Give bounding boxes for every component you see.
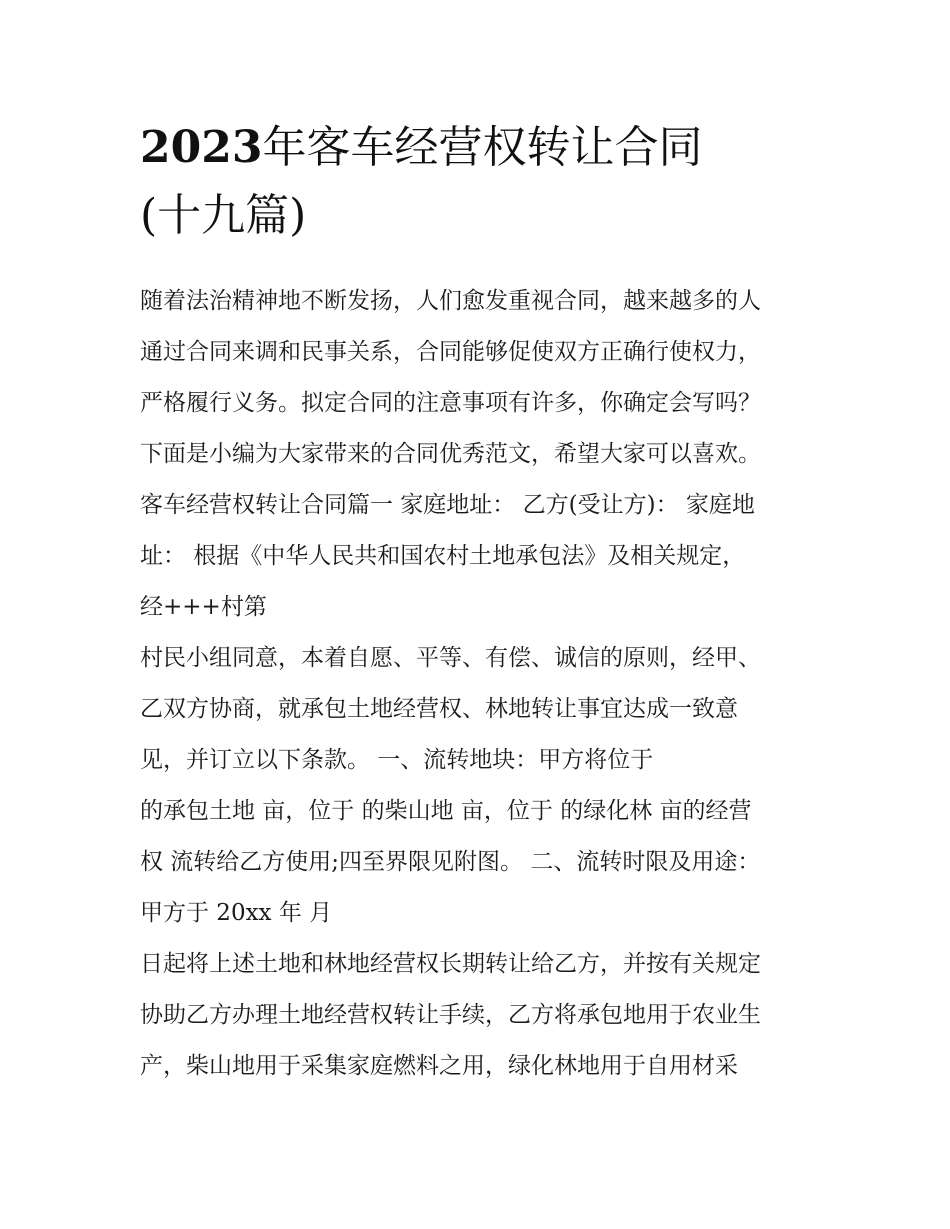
- body-line: 随着法治精神地不断发扬，人们愈发重视合同，越来越多的人: [140, 288, 761, 314]
- body-line: 村民小组同意，本着自愿、平等、有偿、诚信的原则，经甲、: [140, 645, 761, 671]
- title-line-2: (十九篇): [140, 190, 307, 241]
- body-line: 甲方于 20xx 年 月: [140, 900, 333, 926]
- body-line: 址： 根据《中华人民共和国农村土地承包法》及相关规定，: [140, 543, 746, 569]
- body-line: 经+++村第: [140, 594, 267, 620]
- body-line: 协助乙方办理土地经营权转让手续，乙方将承包地用于农业生: [140, 1002, 761, 1028]
- body-line: 下面是小编为大家带来的合同优秀范文，希望大家可以喜欢。: [140, 441, 761, 467]
- body-line: 产，柴山地用于采集家庭燃料之用，绿化林地用于自用材采: [140, 1053, 738, 1079]
- body-line: 通过合同来调和民事关系，合同能够促使双方正确行使权力，: [140, 339, 761, 365]
- body-line: 客车经营权转让合同篇一 家庭地址： 乙方(受让方)： 家庭地: [140, 492, 755, 518]
- body-line: 权 流转给乙方使用;四至界限见附图。 二、流转时限及用途：: [140, 849, 761, 875]
- body-line: 见，并订立以下条款。 一、流转地块：甲方将位于: [140, 747, 654, 773]
- body-line: 乙双方协商，就承包土地经营权、林地转让事宜达成一致意: [140, 696, 738, 722]
- title-line-1: [140, 114, 820, 182]
- title-year: 2023: [140, 122, 263, 173]
- body-line: 的承包土地 亩，位于 的柴山地 亩，位于 的绿化林 亩的经营: [140, 798, 752, 824]
- body-line: 日起将上述土地和林地经营权长期转让给乙方，并按有关规定: [140, 951, 761, 977]
- document-title: [140, 114, 820, 250]
- document-body: [140, 276, 830, 1092]
- title-text: 年客车经营权转让合同: [262, 122, 703, 173]
- body-line: 严格履行义务。拟定合同的注意事项有许多，你确定会写吗？: [140, 390, 761, 416]
